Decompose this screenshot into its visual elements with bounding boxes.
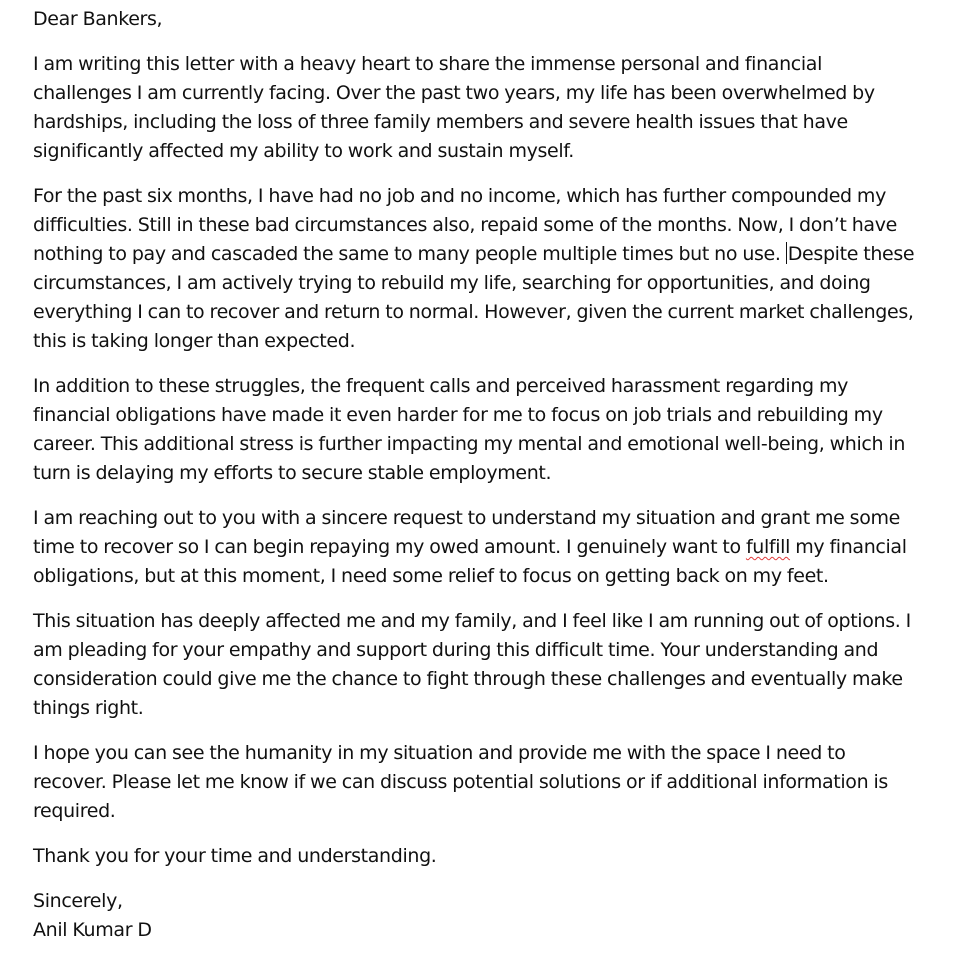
text-line: For the past six months, I have had no job and no income, which has further compounded my	[33, 185, 886, 207]
text-line	[33, 533, 943, 562]
text-line: hardships, including the loss of three family members and severe health issues that have	[33, 111, 848, 133]
thanks-line: Thank you for your time and understanding.	[33, 845, 437, 867]
text-line: career. This additional stress is further impacting my mental and emotional well-being, which in	[33, 433, 906, 455]
signature-name: Anil Kumar D	[33, 919, 152, 941]
salutation: Dear Bankers,	[33, 8, 163, 30]
closing: Sincerely,	[33, 890, 123, 912]
text-segment: my financial	[790, 536, 907, 558]
text-line: required.	[33, 800, 116, 822]
paragraph-2	[33, 182, 943, 356]
paragraph-4	[33, 504, 943, 591]
text-line: financial obligations have made it even harder for me to focus on job trials and rebuilding my	[33, 404, 883, 426]
text-line: difficulties. Still in these bad circumstances also, repaid some of the months. Now, I don’t have	[33, 214, 897, 236]
paragraph-1	[33, 50, 943, 166]
paragraph-6	[33, 739, 943, 826]
text-line: this is taking longer than expected.	[33, 330, 356, 352]
text-line: significantly affected my ability to work and sustain myself.	[33, 140, 574, 162]
paragraph-3	[33, 372, 943, 488]
text-line: consideration could give me the chance to fight through these challenges and eventually make	[33, 668, 903, 690]
text-line: recover. Please let me know if we can discuss potential solutions or if additional information is	[33, 771, 888, 793]
letter-document[interactable]	[33, 5, 943, 945]
text-line: I hope you can see the humanity in my situation and provide me with the space I need to	[33, 742, 846, 764]
text-segment: time to recover so I can begin repaying my owed amount. I genuinely want to	[33, 536, 746, 558]
paragraph-5	[33, 607, 943, 723]
text-line	[33, 240, 943, 269]
text-line: turn is delaying my efforts to secure stable employment.	[33, 462, 552, 484]
text-cursor	[786, 242, 787, 264]
text-line: This situation has deeply affected me and my family, and I feel like I am running out of options. I	[33, 610, 911, 632]
text-line: challenges I am currently facing. Over the past two years, my life has been overwhelmed by	[33, 82, 875, 104]
text-line: obligations, but at this moment, I need some relief to focus on getting back on my feet.	[33, 565, 829, 587]
text-segment: nothing to pay and cascaded the same to many people multiple times but no use.	[33, 243, 786, 265]
text-line: I am writing this letter with a heavy heart to share the immense personal and financial	[33, 53, 823, 75]
text-line: am pleading for your empathy and support during this difficult time. Your understanding and	[33, 639, 879, 661]
text-line: I am reaching out to you with a sincere request to understand my situation and grant me some	[33, 507, 900, 529]
text-line: things right.	[33, 697, 144, 719]
text-segment: Despite these	[787, 243, 915, 265]
text-line: circumstances, I am actively trying to rebuild my life, searching for opportunities, and doing	[33, 272, 871, 294]
text-line: In addition to these struggles, the frequent calls and perceived harassment regarding my	[33, 375, 849, 397]
spellcheck-flagged-word[interactable]: fulfill	[745, 536, 791, 558]
text-line: everything I can to recover and return to normal. However, given the current market challenges,	[33, 301, 914, 323]
